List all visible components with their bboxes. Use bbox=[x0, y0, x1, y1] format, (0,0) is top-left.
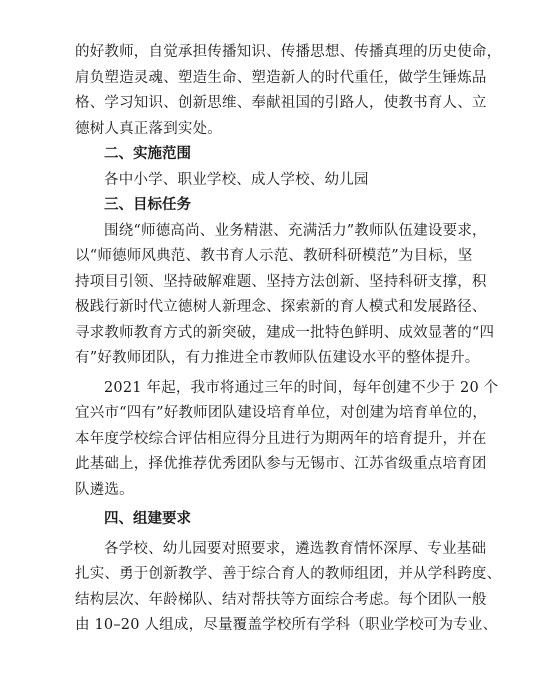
goals-paragraph-line: 以“师德师风典范、教书育人示范、教研科研模范”为目标，坚 bbox=[75, 248, 473, 264]
goals-paragraph-line: 寻求教师教育方式的新突破，建成一批特色鲜明、成效显著的“四 bbox=[75, 324, 495, 341]
plan-paragraph-line: 此基础上，择优推荐优秀团队参与无锡市、江苏省级重点培育团 bbox=[75, 456, 487, 472]
document-body bbox=[75, 40, 502, 639]
goals-paragraph-line: 持项目引领、坚持破解难题、坚持方法创新、坚持科研支撑，积 bbox=[75, 273, 487, 290]
requirements-paragraph-line: 各学校、幼儿园要对照要求，遴选教育情怀深厚、专业基础 bbox=[104, 540, 487, 557]
section-heading-goals: 三、目标任务 bbox=[104, 197, 191, 213]
requirements-paragraph-line: 扎实、勇于创新教学、善于综合育人的教师组团，并从学科跨度、 bbox=[75, 566, 502, 582]
goals-paragraph-line: 有”好教师团队，有力推进全市教师队伍建设水平的整体提升。 bbox=[75, 350, 480, 366]
intro-line: 肩负塑造灵魂、塑造生命、塑造新人的时代重任，做学生锤炼品 bbox=[75, 69, 487, 86]
intro-line: 的好教师，自觉承担传播知识、传播思想、传播真理的历史使命， bbox=[75, 44, 502, 60]
plan-paragraph-line: 2021 年起，我市将通过三年的时间，每年创建不少于 20 个 bbox=[104, 379, 499, 396]
intro-line: 德树人真正落到实处。 bbox=[75, 120, 222, 137]
scope-text: 各中小学、职业学校、成人学校、幼儿园 bbox=[104, 171, 369, 188]
requirements-paragraph-line: 由 10–20 人组成，尽量覆盖学校所有学科（职业学校可为专业、 bbox=[75, 617, 498, 633]
goals-paragraph-line: 围绕“师德高尚、业务精湛、充满活力”教师队伍建设要求， bbox=[104, 222, 487, 239]
section-heading-scope: 二、实施范围 bbox=[104, 146, 191, 162]
requirements-paragraph-line: 结构层次、年龄梯队、结对帮扶等方面综合考虑。每个团队一般 bbox=[75, 591, 487, 608]
plan-paragraph-line: 队遴选。 bbox=[75, 481, 134, 498]
plan-paragraph-line: 宜兴市“四有”好教师团队建设培育单位，对创建为培育单位的， bbox=[75, 405, 488, 421]
intro-line: 格、学习知识、创新思维、奉献祖国的引路人，使教书育人、立 bbox=[75, 95, 487, 111]
goals-paragraph-line: 极践行新时代立德树人新理念、探索新的育人模式和发展路径、 bbox=[75, 299, 487, 315]
section-heading-requirements: 四、组建要求 bbox=[104, 511, 191, 527]
plan-paragraph-line: 本年度学校综合评估相应得分且进行为期两年的培育提升，并在 bbox=[75, 430, 487, 447]
